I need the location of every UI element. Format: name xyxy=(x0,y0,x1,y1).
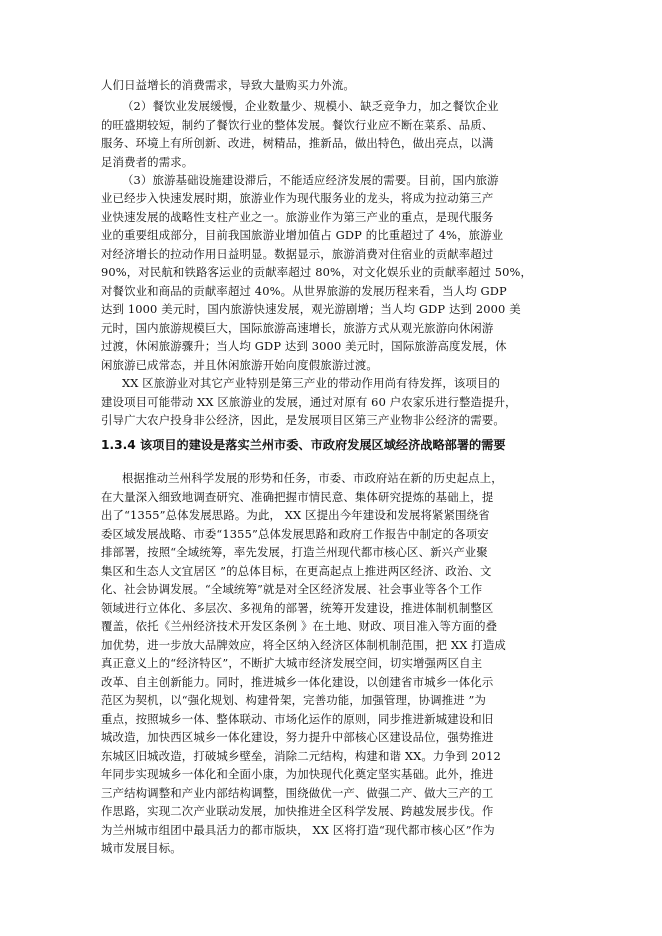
paragraph-line: 出了“1355”总体发展思路。为此， XX 区提出今年建设和发展将紧紧围绕省 xyxy=(101,508,490,522)
paragraph-line: 东城区旧城改造，打破城乡壁垒，消除二元结构，构建和谐 XX。力争到 2012 xyxy=(101,749,501,763)
paragraph-line: 重点，按照城乡一体、整体联动、市场化运作的原则，同步推进新城建设和旧 xyxy=(101,712,494,726)
paragraph-line: 达到 1000 美元时，国内旅游快速发展，观光游剧增；当人均 GDP 达到 2000 美 xyxy=(101,302,521,316)
paragraph-line: 根据推动兰州科学发展的形势和任务，市委、市政府站在新的历史起点上， xyxy=(122,471,503,485)
paragraph-line: 业的重要组成部分，目前我国旅游业增加值占 GDP 的比重超过了 4%，旅游业 xyxy=(101,228,504,242)
paragraph-line: XX 区旅游业对其它产业特别是第三产业的带动作用尚有待发挥，该项目的 xyxy=(122,376,501,390)
paragraph-line: 建设项目可能带动 XX 区旅游业的发展，通过对原有 60 户农家乐进行整造提升， xyxy=(101,395,517,409)
section-heading: 1.3.4 该项目的建设是落实兰州市委、市政府发展区域经济战略部署的需要 xyxy=(101,438,506,452)
paragraph-line: 年同步实现城乡一体化和全面小康，为加快现代化奠定坚实基础。此外，推进 xyxy=(101,767,494,781)
paragraph-line: 三产结构调整和产业内部结构调整，围绕做优一产、做强二产、做大三产的工 xyxy=(101,786,494,800)
paragraph-line: 排部署，按照“全域统筹，率先发展，打造兰州现代都市核心区、新兴产业聚 xyxy=(101,545,488,559)
paragraph-line: 过渡，休闲旅游骤升；当人均 GDP 达到 3000 美元时，国际旅游高度发展，休 xyxy=(101,339,507,353)
paragraph-line: 业快速发展的战略性支柱产业之一。旅游业作为第三产业的重点，是现代服务 xyxy=(101,210,494,224)
paragraph-line: 城改造，加快西区城乡一体化建设，努力提升中部核心区建设品位，强势推进 xyxy=(101,730,494,744)
paragraph-line: 改革、自主创新能力。同时，推进城乡一体化建设，以创建省市城乡一体化示 xyxy=(101,675,494,689)
paragraph-line: 领域进行立体化、多层次、多视角的部署，统筹开发建设，推进体制机制整区 xyxy=(101,601,494,615)
paragraph-line: 足消费者的需求。 xyxy=(101,155,194,169)
paragraph-line: 对餐饮业和商品的贡献率超过 40%。从世界旅游的发展历程来看，当人均 GDP xyxy=(101,284,507,298)
paragraph-line: 加优势，进一步放大品牌效应，将全区纳入经济区体制机制范围，把 XX 打造成 xyxy=(101,638,506,652)
paragraph-line: 化、社会协调发展。“全域统筹”就是对全区经济发展、社会事业等各个工作 xyxy=(101,582,483,596)
paragraph-line: 业已经步入快速发展时期，旅游业作为现代服务业的龙头，将成为拉动第三产 xyxy=(101,191,494,205)
paragraph-line: 人们日益增长的消费需求，导致大量购买力外流。 xyxy=(101,78,355,92)
paragraph-line: 服务、环境上有所创新、改进，树精品，推新品，做出特色，做出亮点，以满 xyxy=(101,136,494,150)
paragraph-line: 覆盖，依托《兰州经济技术开发区条例 》在土地、财政、项目准入等方面的叠 xyxy=(101,619,498,633)
paragraph-line: （2）餐饮业发展缓慢，企业数量少、规模小、缺乏竞争力，加之餐饮企业 xyxy=(122,99,499,113)
paragraph-line: 城市发展目标。 xyxy=(101,841,182,855)
paragraph-line: 委区域发展战略、市委“1355”总体发展思路和政府工作报告中制定的各项安 xyxy=(101,527,489,541)
paragraph-line: （3）旅游基础设施建设滞后，不能适应经济发展的需要。目前，国内旅游 xyxy=(122,173,499,187)
paragraph-line: 闲旅游已成常态，并且休闲旅游开始向度假旅游过渡。 xyxy=(101,358,378,372)
paragraph-line: 范区为契机，以“强化规划、构建骨架，完善功能，加强管理，协调推进 ”为 xyxy=(101,693,487,707)
paragraph-line: 在大量深入细致地调查研究、准确把握市情民意、集体研究提炼的基础上，提 xyxy=(101,490,494,504)
paragraph-line: 引导广大农户投身非公经济，因此，是发展项目区第三产业物非公经济的需要。 xyxy=(101,413,505,427)
paragraph-line: 元时，国内旅游规模巨大，国际旅游高速增长，旅游方式从观光旅游向休闲游 xyxy=(101,321,494,335)
paragraph-line: 对经济增长的拉动作用日益明显。数据显示，旅游消费对住宿业的贡献率超过 xyxy=(101,247,494,261)
paragraph-line: 真正意义上的“经济特区”，不断扩大城市经济发展空间，切实增强两区自主 xyxy=(101,656,483,670)
paragraph-line: 为兰州城市组团中最具活力的都市版块， XX 区将打造“现代都市核心区”作为 xyxy=(101,823,495,837)
paragraph-line: 作思路，实现二次产业联动发展，加快推进全区科学发展、跨越发展步伐。作 xyxy=(101,804,494,818)
paragraph-line: 90%，对民航和铁路客运业的贡献率超过 80%，对文化娱乐业的贡献率超过 50%， xyxy=(101,265,533,279)
paragraph-line: 集区和生态人文宜居区 ”的总体目标，在更高起点上推进两区经济、政治、文 xyxy=(101,564,492,578)
paragraph-line: 的旺盛期较短，制约了餐饮行业的整体发展。餐饮行业应不断在菜系、品质、 xyxy=(101,118,494,132)
